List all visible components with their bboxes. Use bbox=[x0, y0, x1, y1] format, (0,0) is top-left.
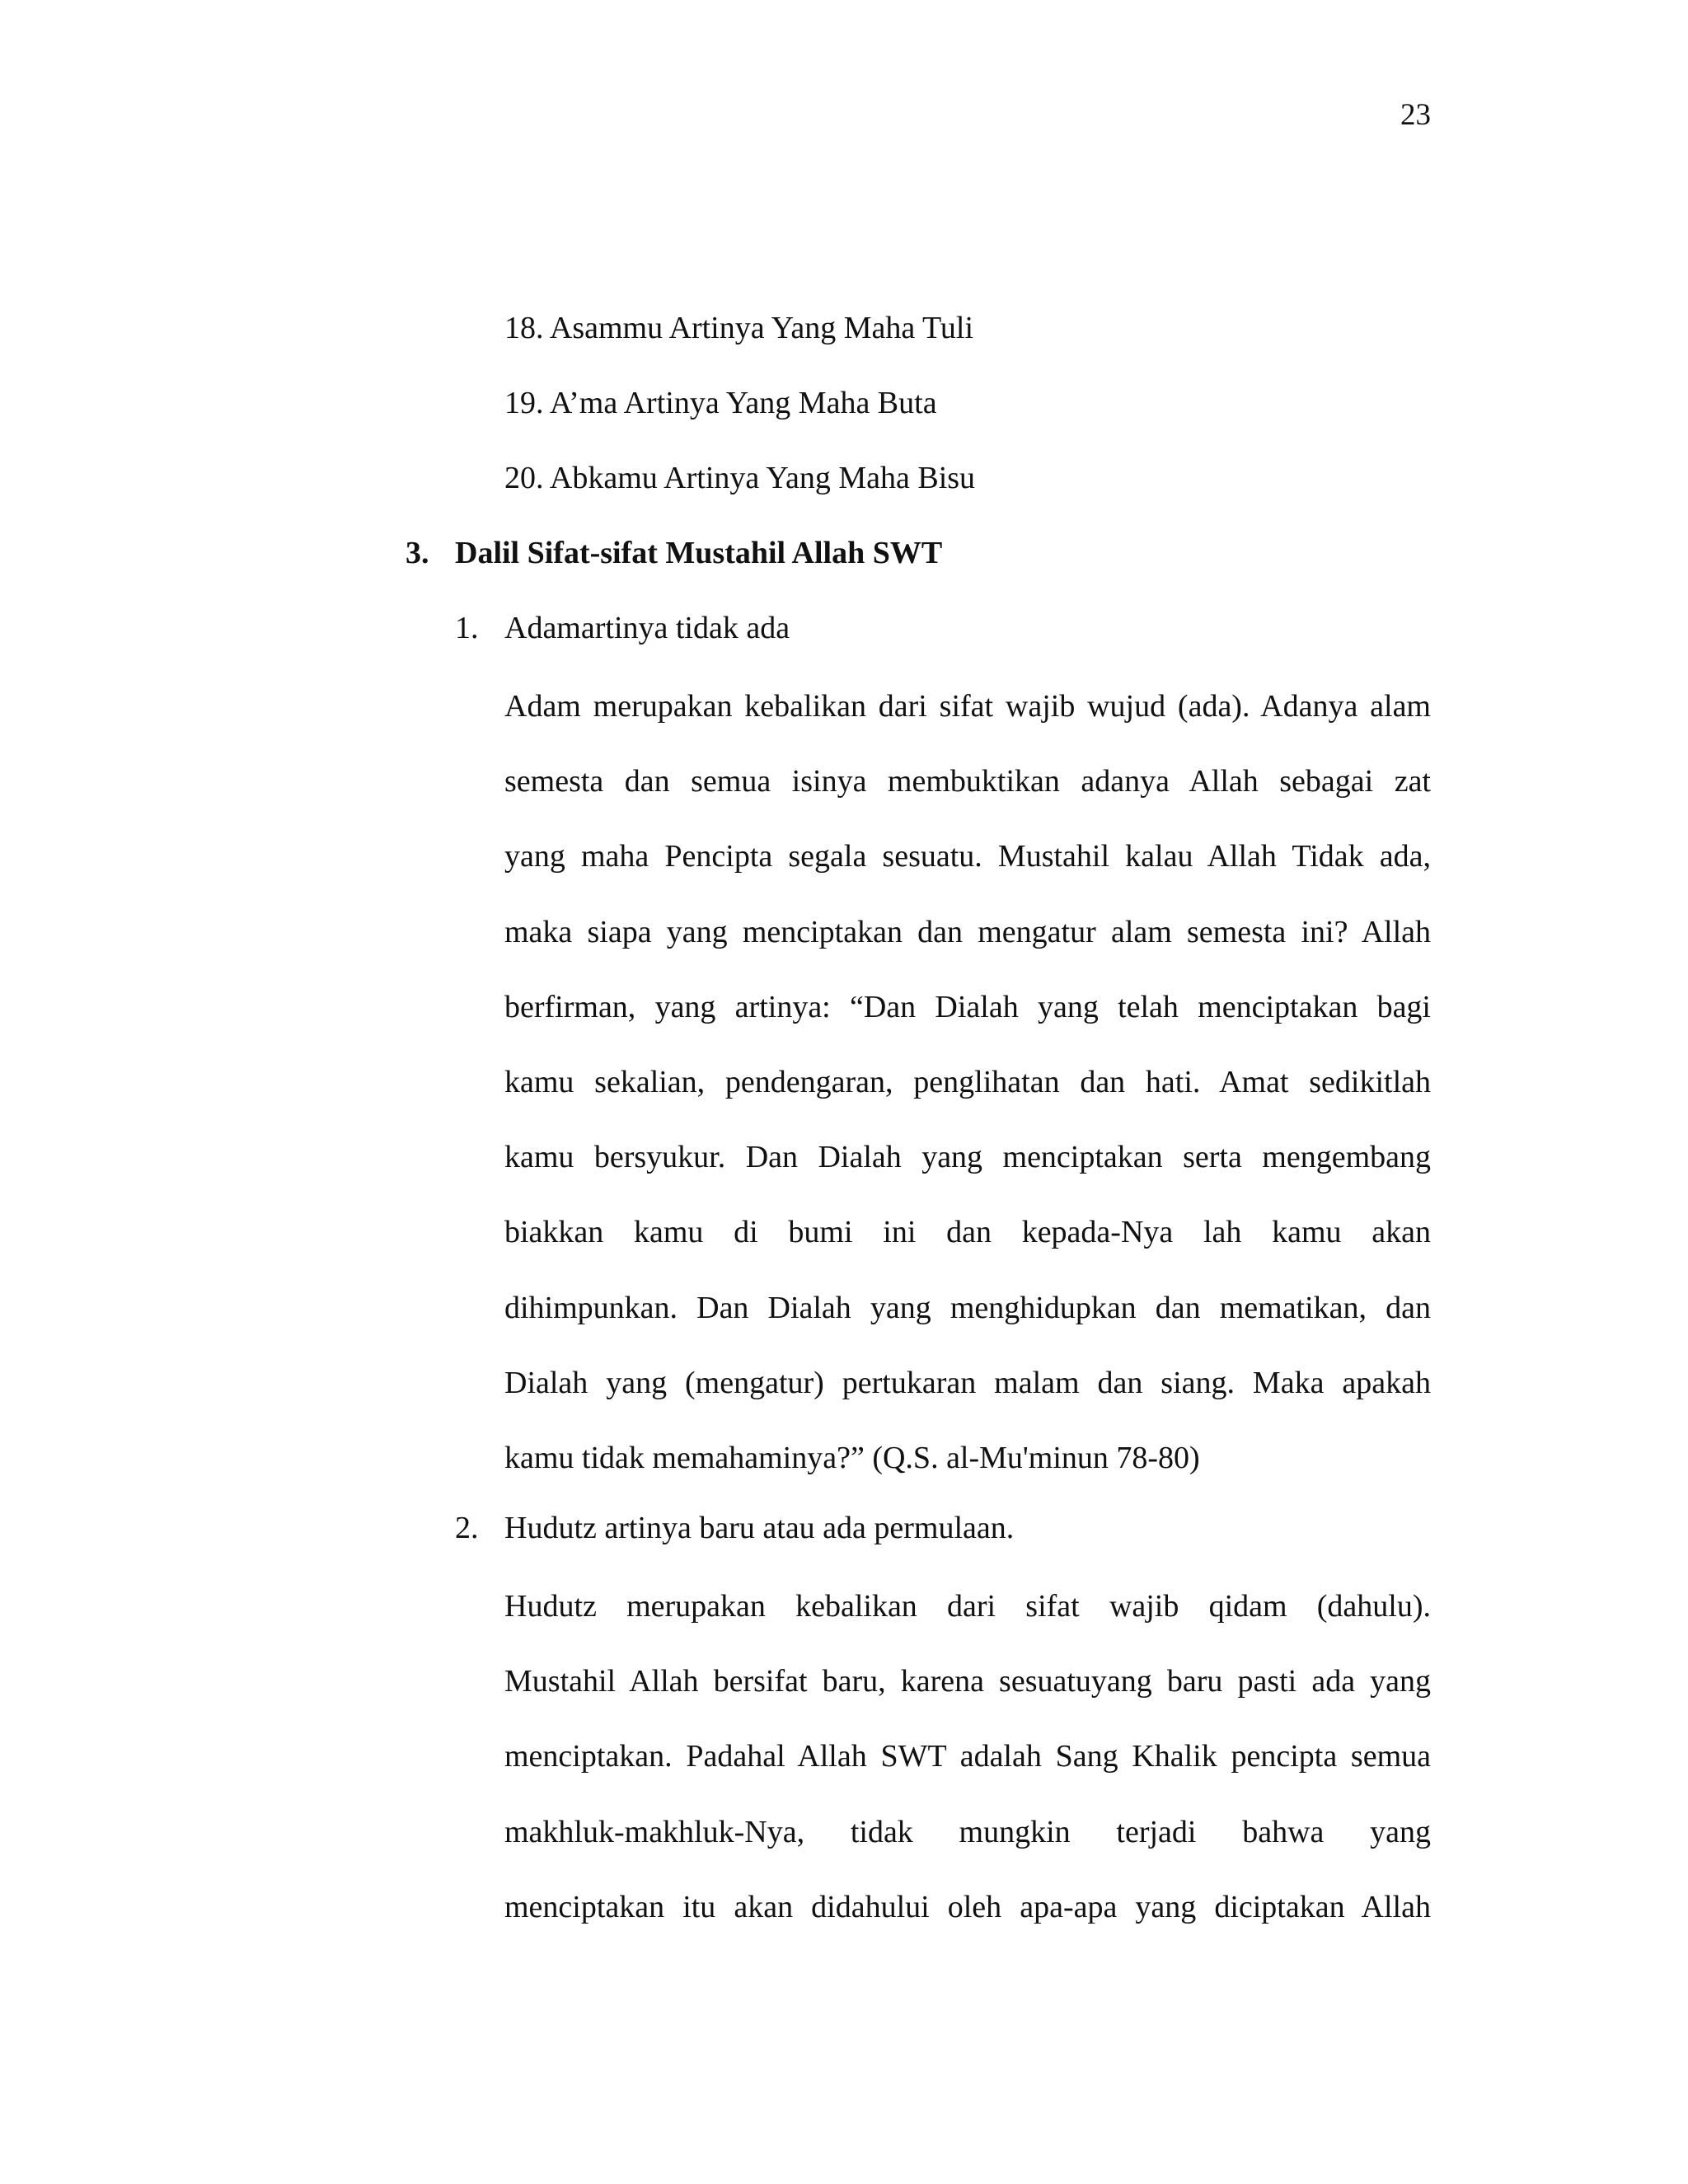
subsection-heading-2 bbox=[455, 1508, 1014, 1548]
paragraph-adam bbox=[504, 669, 1431, 1496]
page-number: 23 bbox=[1400, 98, 1431, 132]
list-item: 18. Asammu Artinya Yang Maha Tuli bbox=[504, 311, 974, 345]
subsection-title: Hudutz artinya baru atau ada permulaan. bbox=[504, 1511, 1015, 1545]
subsection-number: 1. bbox=[455, 611, 479, 645]
paragraph-line: Adam merupakan kebalikan dari sifat wajib wujud (ada). Adanya alam bbox=[504, 689, 1431, 724]
paragraph-line: berfirman, yang artinya: “Dan Dialah yang telah menciptakan bagi bbox=[504, 989, 1431, 1024]
paragraph-line: Dialah yang (mengatur) pertukaran malam dan siang. Maka apakah bbox=[504, 1365, 1431, 1400]
section-number: 3. bbox=[406, 536, 429, 570]
paragraph-line: kamu sekalian, pendengaran, penglihatan dan hati. Amat sedikitlah bbox=[504, 1064, 1431, 1099]
list-item: 19. A’ma Artinya Yang Maha Buta bbox=[504, 386, 937, 420]
section-title: Dalil Sifat-sifat Mustahil Allah SWT bbox=[455, 536, 943, 570]
paragraph-line: kamu tidak memahaminya?” (Q.S. al-Mu'minun 78-80) bbox=[504, 1440, 1200, 1475]
paragraph-line: biakkan kamu di bumi ini dan kepada-Nya lah kamu akan bbox=[504, 1215, 1431, 1250]
paragraph-line: maka siapa yang menciptakan dan mengatur alam semesta ini? Allah bbox=[504, 914, 1431, 949]
list-item: 20. Abkamu Artinya Yang Maha Bisu bbox=[504, 461, 976, 495]
section-heading bbox=[406, 533, 942, 573]
paragraph-line: Mustahil Allah bersifat baru, karena sesuatuyang baru pasti ada yang bbox=[504, 1664, 1431, 1699]
subsection-heading-1 bbox=[455, 608, 790, 648]
paragraph-line: kamu bersyukur. Dan Dialah yang menciptakan serta mengembang bbox=[504, 1140, 1431, 1175]
paragraph-line: Hudutz merupakan kebalikan dari sifat wajib qidam (dahulu). bbox=[504, 1589, 1431, 1624]
paragraph-line: semesta dan semua isinya membuktikan adanya Allah sebagai zat bbox=[504, 764, 1431, 799]
paragraph-line: makhluk-makhluk-Nya, tidak mungkin terjadi bahwa yang bbox=[504, 1814, 1431, 1849]
subsection-title: Adamartinya tidak ada bbox=[504, 611, 790, 645]
paragraph-line: menciptakan itu akan didahului oleh apa-apa yang diciptakan Allah bbox=[504, 1889, 1431, 1924]
paragraph-line: menciptakan. Padahal Allah SWT adalah Sang Khalik pencipta semua bbox=[504, 1739, 1431, 1774]
paragraph-line: dihimpunkan. Dan Dialah yang menghidupkan dan mematikan, dan bbox=[504, 1290, 1431, 1325]
paragraph-hudutz bbox=[504, 1569, 1431, 1945]
paragraph-line: yang maha Pencipta segala sesuatu. Mustahil kalau Allah Tidak ada, bbox=[504, 839, 1431, 874]
subsection-number: 2. bbox=[455, 1511, 479, 1545]
